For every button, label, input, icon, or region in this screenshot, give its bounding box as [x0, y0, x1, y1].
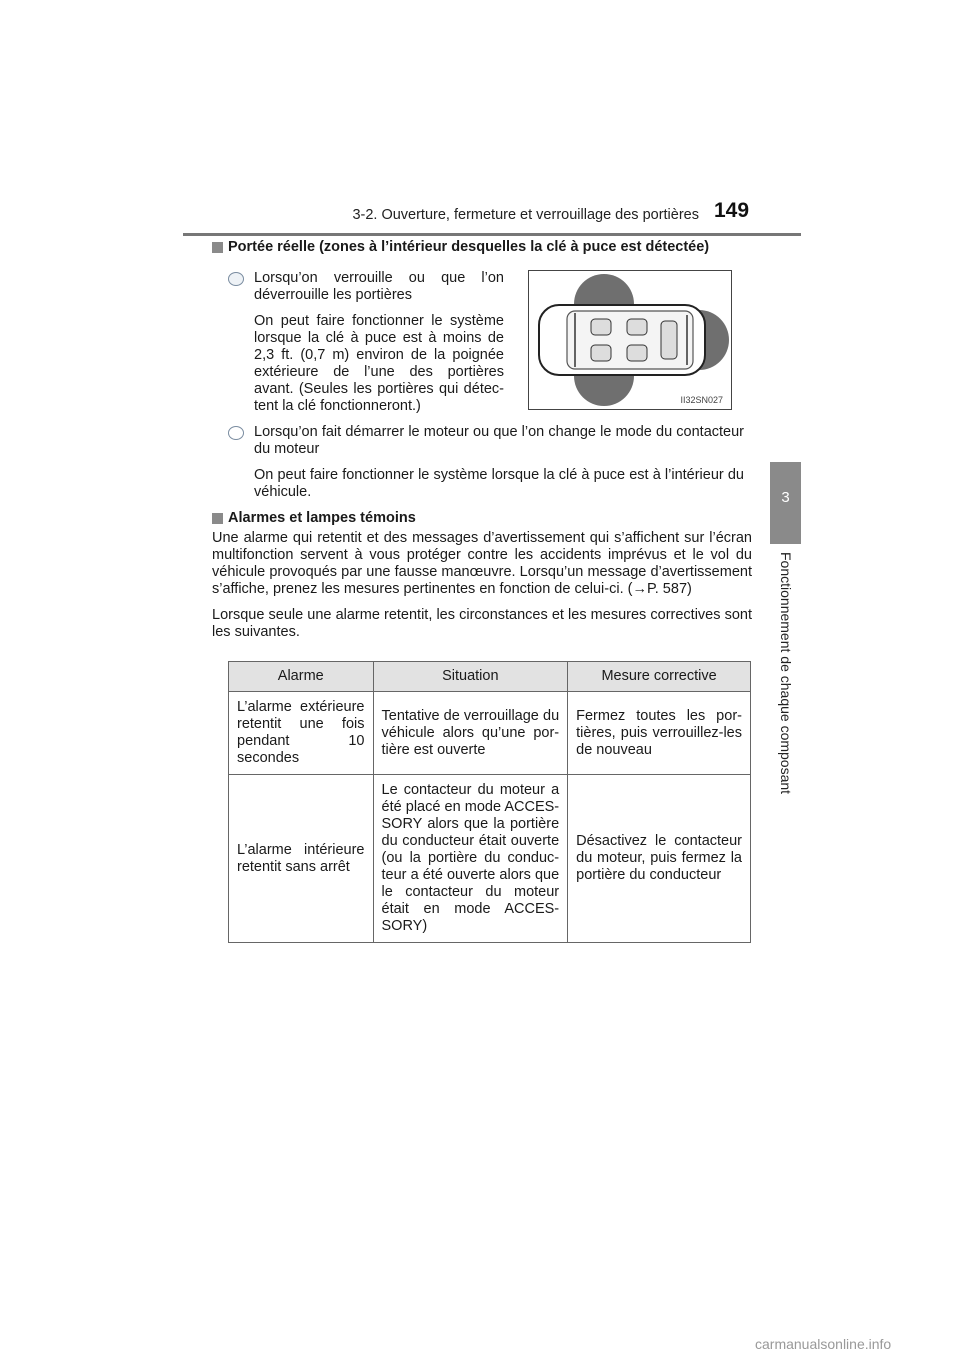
- square-bullet-icon: [212, 513, 223, 524]
- table-header-situation: Situation: [373, 662, 568, 692]
- alarm-table: [228, 661, 751, 943]
- seat-front-left: [591, 319, 611, 335]
- table-header-row: [229, 662, 751, 692]
- range-item-engine-text: On peut faire fonctionner le système lorsque la clé à puce est à l’intérieur du véhicule.: [254, 467, 744, 500]
- table-row: [229, 692, 751, 775]
- figure-code: II32SN027: [680, 395, 723, 405]
- chapter-tab: [770, 462, 801, 544]
- table-header-alarm: Alarme: [229, 662, 374, 692]
- seat-third-row: [661, 321, 677, 359]
- detection-range-figure: [528, 270, 732, 410]
- table-cell: Le contacteur du moteur a été placé en mode ACCESSORY alors que la portière du conducteur était ouverte (ou la portière du conducteur a été ouverte alors que le contacteur du moteur était en mode ACCESSORY): [373, 775, 568, 943]
- seat-front-right: [591, 345, 611, 361]
- section1-heading: [212, 239, 752, 256]
- outside-zone-icon: [228, 272, 244, 286]
- table-cell: L’alarme intérieure retentit sans arrêt: [229, 775, 374, 943]
- range-item-doors: [212, 270, 504, 415]
- section1-heading-text: Portée réelle (zones à l’intérieur desquelles la clé à puce est détectée): [228, 239, 710, 255]
- alarm-intro-paragraph: Une alarme qui retentit et des messages d’avertissement qui s’affichent sur l’écran multifonction servent à vous protéger contre les accidents imprévus et le vol du véhicule provoqués par une fausse manœuvre. Lorsqu’un message d’avertissement s’affiche, prenez les mesures pertinentes en fonction de celui-ci. (→P. 587): [212, 530, 752, 597]
- car-top-view-illustration: [529, 271, 731, 409]
- page-header: [0, 0, 960, 240]
- range-item-doors-text: On peut faire fonctionner le système lorsque la clé à puce est à moins de 2,3 ft. (0,7 m) environ de la poignée extérieure de l’une des portières avant. (Seules les portières qui détectent la clé fonctionneront.): [254, 313, 504, 414]
- seat-rear-left: [627, 319, 647, 335]
- seat-rear-right: [627, 345, 647, 361]
- alarm-list-intro: Lorsque seule une alarme retentit, les circonstances et les mesures correctives sont les suivantes.: [212, 607, 752, 640]
- table-header-action: Mesure corrective: [568, 662, 751, 692]
- watermark: carmanualsonline.info: [755, 1336, 892, 1352]
- section2-heading: [212, 510, 752, 527]
- table-cell: Tentative de verrouillage du véhicule alors qu’une portière est ouverte: [373, 692, 568, 775]
- chapter-title: Fonctionnement de chaque composant: [778, 552, 794, 795]
- inside-zone-icon: [228, 426, 244, 440]
- square-bullet-icon: [212, 242, 223, 253]
- header-rule: [183, 233, 801, 236]
- table-cell: L’alarme extérieure retentit une fois pendant 10 secondes: [229, 692, 374, 775]
- table-cell: Désactivez le contacteur du moteur, puis fermez la portière du conducteur: [568, 775, 751, 943]
- section2-heading-text: Alarmes et lampes témoins: [228, 510, 416, 526]
- page-number: 149: [714, 199, 750, 222]
- range-item-doors-title: Lorsqu’on verrouille ou que l’on déverrouille les portières: [254, 270, 504, 303]
- table-row: [229, 775, 751, 943]
- range-item-engine-title: Lorsqu’on fait démarrer le moteur ou que l’on change le mode du contacteur du moteur: [254, 424, 744, 457]
- table-cell: Fermez toutes les portières, puis verrouillez-les de nouveau: [568, 692, 751, 775]
- range-item-engine: [212, 424, 744, 501]
- section-title: 3-2. Ouverture, fermeture et verrouillage des portières: [352, 207, 699, 223]
- chapter-number: 3: [781, 489, 790, 506]
